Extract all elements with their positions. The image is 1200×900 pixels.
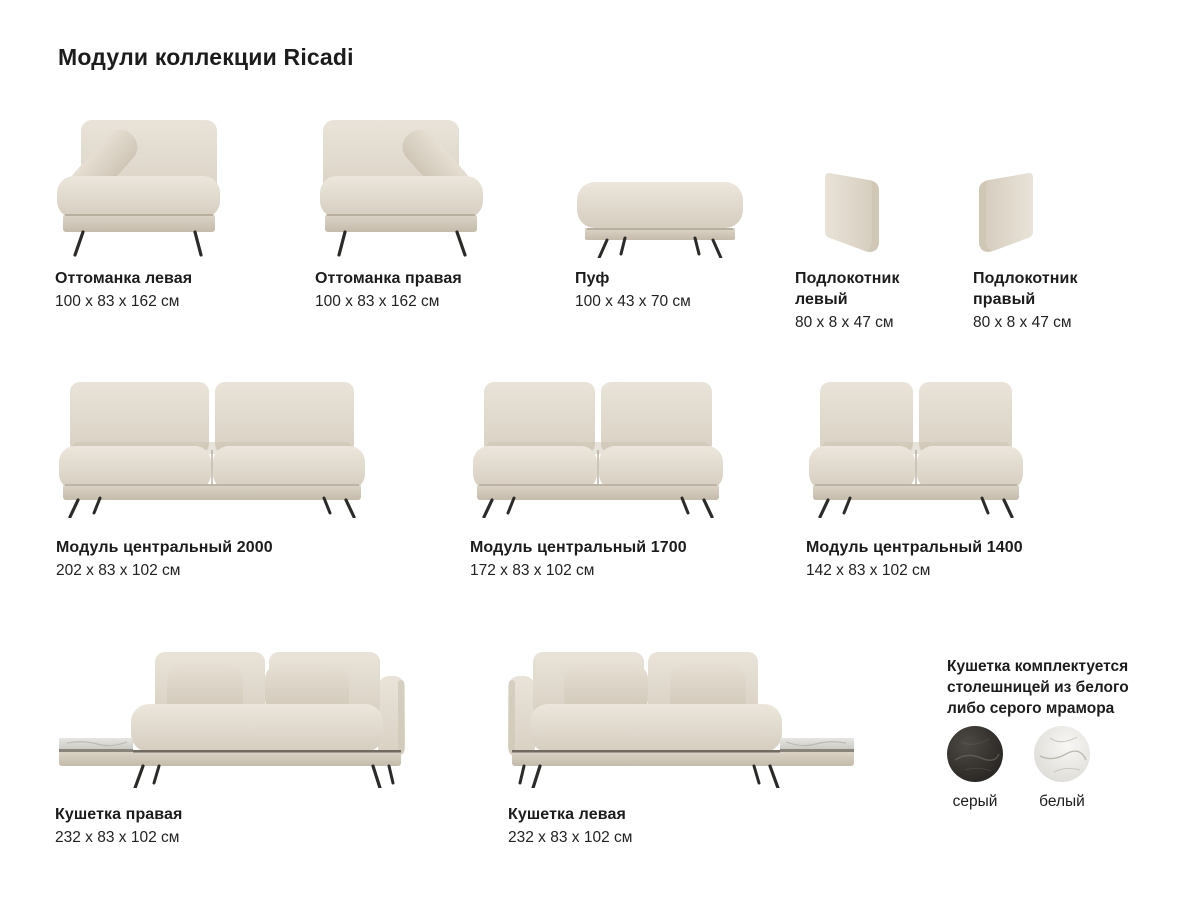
product-name: Кушетка правая — [55, 806, 183, 823]
gray-marble-icon — [947, 726, 1003, 782]
ottoman-right-image — [315, 118, 505, 258]
product-dimensions: 100 x 43 x 70 см — [575, 293, 691, 310]
product-dimensions: 100 x 83 x 162 см — [315, 293, 440, 310]
product-card-couch-left — [508, 650, 868, 848]
product-name: Оттоманка правая — [315, 270, 462, 287]
product-dimensions: 232 x 83 x 102 см — [508, 829, 633, 846]
white-marble-icon — [1034, 726, 1090, 782]
product-dimensions: 142 x 83 x 102 см — [806, 562, 931, 579]
product-name: Подлокотник левый — [795, 270, 900, 308]
note-text-line: столешницей из белого — [947, 679, 1129, 696]
module-1700-image — [470, 380, 736, 518]
product-dimensions: 100 x 83 x 162 см — [55, 293, 180, 310]
product-name: Модуль центральный 1400 — [806, 539, 1023, 556]
product-name: Модуль центральный 1700 — [470, 539, 687, 556]
product-card-ottoman-right — [315, 118, 505, 312]
product-card-module-2000 — [56, 380, 376, 581]
armrest-left-image — [795, 118, 955, 258]
product-dimensions: 232 x 83 x 102 см — [55, 829, 180, 846]
product-name: Пуф — [575, 270, 610, 287]
product-dimensions: 202 x 83 x 102 см — [56, 562, 181, 579]
product-card-armrest-right — [973, 118, 1133, 333]
couch-left-image — [508, 650, 868, 788]
note-text-line: либо серого мрамора — [947, 700, 1115, 717]
product-card-module-1400 — [806, 380, 1036, 581]
marble-swatches — [947, 726, 1167, 811]
couch-tabletop-note — [947, 656, 1167, 811]
page-title: Модули коллекции Ricadi — [58, 44, 354, 70]
module-2000-image — [56, 380, 376, 518]
product-card-module-1700 — [470, 380, 736, 581]
swatch-label-white: белый — [1039, 793, 1085, 810]
ottoman-left-image — [55, 118, 245, 258]
product-dimensions: 80 x 8 x 47 см — [795, 314, 894, 331]
product-card-couch-right — [55, 650, 415, 848]
product-dimensions: 172 x 83 x 102 см — [470, 562, 595, 579]
couch-right-image — [55, 650, 415, 788]
product-name: Подлокотник правый — [973, 270, 1078, 308]
note-text-line: Кушетка комплектуется — [947, 658, 1129, 675]
module-1400-image — [806, 380, 1036, 518]
gray-marble-swatch — [947, 726, 1003, 811]
product-name: Модуль центральный 2000 — [56, 539, 273, 556]
white-marble-swatch — [1034, 726, 1090, 811]
product-dimensions: 80 x 8 x 47 см — [973, 314, 1072, 331]
pouf-image — [575, 118, 755, 258]
swatch-label-gray: серый — [952, 793, 998, 810]
product-card-pouf — [575, 118, 755, 312]
product-card-armrest-left — [795, 118, 955, 333]
armrest-right-image — [973, 118, 1133, 258]
product-name: Оттоманка левая — [55, 270, 193, 287]
product-name: Кушетка левая — [508, 806, 626, 823]
product-card-ottoman-left — [55, 118, 245, 312]
